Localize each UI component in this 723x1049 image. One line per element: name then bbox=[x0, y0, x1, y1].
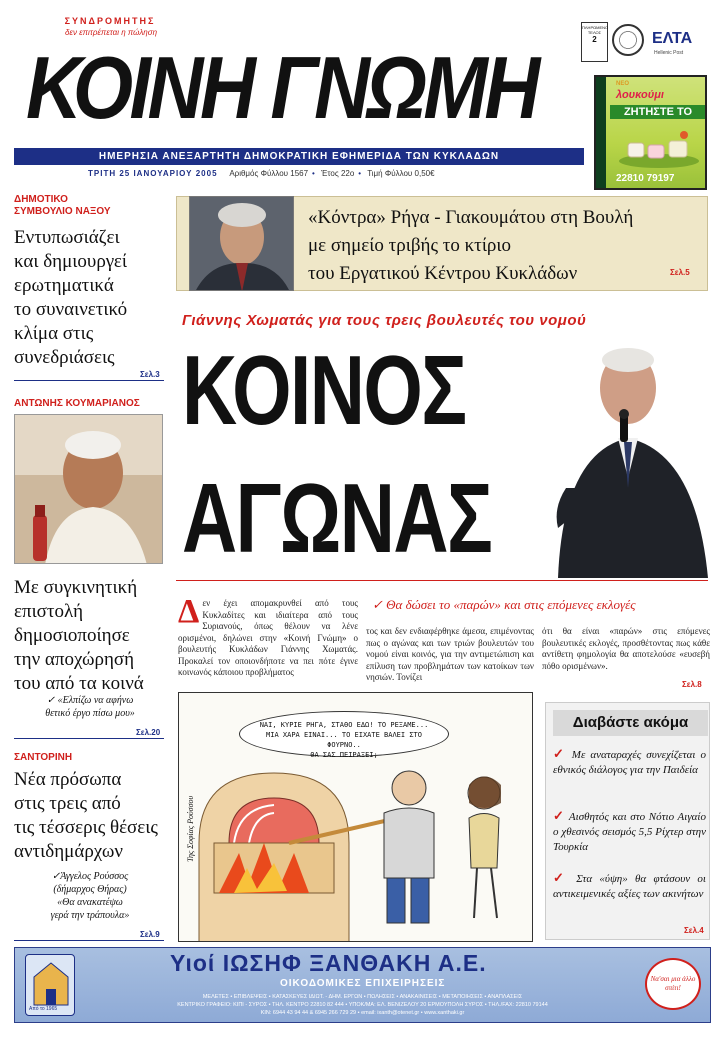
postage-paid-box: ΠΛΗΡΩΜΕΝΟ ΤΕΛΟΣ 2 bbox=[581, 22, 608, 62]
ad-badge: Να'σαι μια άλλο σπίτι! bbox=[645, 958, 701, 1010]
koumarianos-story[interactable] bbox=[14, 576, 164, 696]
loukoumi-ad[interactable] bbox=[594, 75, 707, 190]
story-line: τις τέσσερις θέσεις bbox=[14, 817, 158, 838]
ad-services: ΜΕΛΕΤΕΣ • ΕΠΙΒΛΕΨΕΙΣ • ΚΑΤΑΣΚΕΥΕΣ ΙΔΙΩΤ. - ΔΗΜ. ΕΡΓΩΝ • ΠΩΛΗΣΕΙΣ • ΑΝΑΚΑΙΝΙΣΕΙΣ • ΜΕΤΑΠΟΙΗΣΕΙΣ • ΑΝΑΠΛΑΣΕΙΣ bbox=[202, 994, 523, 1000]
elta-logo: ΕΛΤΑ bbox=[652, 30, 693, 47]
story-line: ερωτηματικά bbox=[14, 275, 114, 296]
quote-line: (δήμαρχος Θήρας) bbox=[53, 884, 127, 895]
section-naxos-head-1: ΔΗΜΟΤΙΚΟ bbox=[14, 194, 68, 205]
bubble-line: ΘΑ ΣΑΣ ΠΕΙΡΑΞΕΙ; bbox=[310, 751, 378, 759]
story-line: Νέα πρόσωπα bbox=[14, 769, 122, 790]
naxos-story[interactable] bbox=[14, 226, 164, 370]
top-story-headline bbox=[308, 204, 708, 288]
page-ref-koumarianos[interactable]: Σελ.20 bbox=[136, 728, 161, 737]
ad-subtitle: ΟΙΚΟΔΟΜΙΚΕΣ ΕΠΙΧΕΙΡΗΣΕΙΣ bbox=[280, 978, 446, 989]
check-icon: ✓ bbox=[553, 808, 569, 823]
readmore-text: Στα «ύψη» θα φτάσουν οι αντικειμενικές αξίες των ακινήτων bbox=[553, 873, 706, 900]
bubble-line: ΝΑΙ, ΚΥΡΙΕ ΡΗΓΑ, ΣΤΑΘΟ ΕΔΩ! ΤΟ ΡΕΞΑΜΕ... bbox=[259, 721, 429, 729]
ad-phone: 22810 79197 bbox=[616, 173, 675, 184]
story-line: δημοσιοποίησε bbox=[14, 625, 130, 646]
body-text: εν έχει απομακρυνθεί από τους Κυκλαδίτες και ιδιαίτερα από τους Συριανούς, όπως θέλουν να λένε ορισμένοι, δηλώνει στην «Κοινή Γνώμη» ο βουλευτής Κυκλάδων Γιάννης Χωματάς. Προκαλεί τον οποιονδήποτε να πει πότε έγινε κοινωνός κάποιου προβλήματος bbox=[178, 598, 358, 677]
xanthakis-ad[interactable] bbox=[14, 947, 711, 1023]
issue-year: Έτος 22ο bbox=[321, 169, 355, 178]
dropcap: Δ bbox=[178, 593, 200, 630]
story-line: κλίμα στις bbox=[14, 323, 94, 344]
speaker-photo bbox=[528, 338, 713, 578]
koumarianos-quote bbox=[20, 694, 160, 720]
top-story-photo bbox=[189, 196, 294, 291]
ad-brand-top: ΝΕΟ bbox=[616, 81, 630, 87]
elta-sublabel: Hellenic Post bbox=[654, 50, 684, 56]
newspaper-logo: ΚΟΙΝΗ ΓΝΩΜΗ bbox=[26, 38, 537, 137]
bubble-line: ΜΙΑ ΧΑΡΑ ΕΙΝΑΙ... ΤΟ ΕΙΧΑΤΕ ΒΑΛΕΙ ΣΤΟ ΦΟΥΡΝΟ.. bbox=[266, 731, 422, 749]
divider bbox=[14, 738, 164, 739]
story-line: Με συγκινητική bbox=[14, 577, 138, 598]
quote-line: ✓Άγγελος Ρούσσος bbox=[51, 871, 129, 882]
story-line: Εντυπωσιάζει bbox=[14, 227, 120, 248]
ad-brand: λουκούμι bbox=[616, 89, 664, 101]
main-subhead: ✓ Θα δώσει το «παρών» και στις επόμενες εκλογές bbox=[372, 597, 636, 612]
readmore-item[interactable] bbox=[553, 808, 706, 855]
ad-cta: ΖΗΤΗΣΤΕ ΤΟ bbox=[610, 105, 706, 119]
page-ref-naxos[interactable]: Σελ.3 bbox=[140, 370, 160, 379]
loukoumi-art-icon bbox=[614, 125, 704, 170]
santorini-quote bbox=[20, 870, 160, 922]
story-line: αντιδημάρχων bbox=[14, 841, 123, 862]
issue-date: ΤΡΙΤΗ 25 ΙΑΝΟΥΑΡΙΟΥ 2005 bbox=[88, 169, 218, 178]
cartoon-drawing-icon bbox=[179, 693, 533, 942]
main-body-col-2: τος και δεν ενδιαφέρθηκε άμεσα, επιμένοντας πως ο αγώνας και των τριών βουλευτών του νομού είναι κοινός, για την αντιμετώπιση και επίλυση των προβλημάτων των κατοίκων των νησιών. Τονίζει bbox=[366, 626, 534, 682]
cartoon-credit: Της Σοφίας Ρούσσου bbox=[186, 795, 195, 862]
readmore-text: Με αναταραχές συνεχίζεται ο εθνικός διάλογος για την Παιδεία bbox=[553, 749, 706, 776]
divider bbox=[176, 580, 708, 581]
quote-line: ✓ «Ελπίζω να αφήνω bbox=[46, 695, 134, 706]
main-kicker: Γιάννης Χωματάς για τους τρεις βουλευτές του νομού bbox=[182, 312, 587, 329]
story-line: την αποχώρησή bbox=[14, 649, 135, 670]
section-santorini-head: ΣΑΝΤΟΡΙΝΗ bbox=[14, 752, 73, 763]
section-koumarianos-head: ΑΝΤΩΝΗΣ ΚΟΥΜΑΡΙΑΝΟΣ bbox=[14, 398, 140, 409]
section-naxos-head-2: ΣΥΜΒΟΥΛΙΟ ΝΑΞΟΥ bbox=[14, 206, 111, 217]
page-ref-top-story[interactable]: Σελ.5 bbox=[670, 268, 690, 277]
quote-line: «Θα ανακατέψω bbox=[57, 897, 123, 908]
ad-address: ΚΕΝΤΡΙΚΟ ΓΡΑΦΕΙΟ: ΚΙΠΙ - ΣΥΡΟΣ • ΤΗΛ. ΚΕΝΤΡΟ 22810 82 444 • ΥΠΟΚ/ΜΑ: ΕΛ. ΒΕΝΙΖΕΛΟΥ 20 ΕΡΜΟΥΠΟΛΗ ΣΥΡΟΣ • ΤΗΛ./FAX: 22810 79144 bbox=[177, 1002, 548, 1008]
story-line: του από τα κοινά bbox=[14, 673, 144, 694]
main-headline-2: ΑΓΩΝΑΣ bbox=[182, 463, 492, 573]
main-body-col-3: ότι θα είναι «παρών» στις επόμενες βουλευτικές εκλογές, προσθέτοντας πως κάθε αντίθετη φημολογία θα αποτελούσε «ευσεβή πόθο ορισμένων». bbox=[542, 626, 710, 671]
story-line: επιστολή bbox=[14, 601, 84, 622]
readmore-text: Αισθητός και στο Νότιο Αιγαίο ο χθεσινός σεισμός 5,5 Ρίχτερ στην Τουρκία bbox=[553, 811, 706, 853]
divider bbox=[14, 380, 164, 381]
subscriber-note: δεν επιτρέπεται η πώληση bbox=[64, 28, 158, 37]
koumarianos-photo bbox=[14, 414, 163, 564]
tagline: ΗΜΕΡΗΣΙΑ ΑΝΕΞΑΡΤΗΤΗ ΔΗΜΟΚΡΑΤΙΚΗ ΕΦΗΜΕΡΙΔΑ ΤΩΝ ΚΥΚΛΑΔΩΝ bbox=[14, 148, 584, 165]
story-line: συνεδριάσεις bbox=[14, 347, 115, 368]
subscriber-label: ΣΥΝΔΡΟΜΗΤΗΣ bbox=[64, 16, 156, 26]
cartoon bbox=[178, 692, 533, 942]
quote-line: θετικό έργο πίσω μου» bbox=[45, 708, 135, 719]
check-icon: ✓ bbox=[553, 746, 572, 761]
page-ref-santorini[interactable]: Σελ.9 bbox=[140, 930, 160, 939]
readmore-item[interactable] bbox=[553, 746, 706, 778]
story-line: και δημιουργεί bbox=[14, 251, 127, 272]
issue-number: Αριθμός Φύλλου 1567 bbox=[229, 169, 309, 178]
santorini-story[interactable] bbox=[14, 768, 164, 864]
headline-line: του Εργατικού Κέντρου Κυκλάδων bbox=[308, 263, 578, 284]
story-line: το συναινετικό bbox=[14, 299, 128, 320]
main-headline-1: ΚΟΙΝΟΣ bbox=[182, 335, 466, 445]
issue-price: Τιμή Φύλλου 0,50€ bbox=[367, 169, 435, 178]
readmore-item[interactable] bbox=[553, 870, 706, 902]
since-label: Από το 1965 bbox=[29, 1006, 58, 1012]
check-icon: ✓ bbox=[553, 870, 577, 885]
main-body-col-1 bbox=[178, 593, 358, 679]
headline-line: με σημείο τριβής το κτίριο bbox=[308, 235, 512, 256]
postage-number: 2 bbox=[592, 35, 597, 44]
quote-line: γερά την τράπουλα» bbox=[50, 910, 130, 921]
story-line: στις τρεις από bbox=[14, 793, 121, 814]
divider bbox=[14, 940, 164, 941]
headline-line: «Κόντρα» Ρήγα - Γιακουμάτου στη Βουλή bbox=[308, 207, 634, 228]
page-ref-main[interactable]: Σελ.8 bbox=[682, 680, 702, 689]
ad-contact: ΚΙΝ: 6944 43 94 44 & 6945 266 729 29 • email: ixanth@otenet.gr • www.xanthaki.gr bbox=[260, 1010, 465, 1016]
dateline: ΤΡΙΤΗ 25 ΙΑΝΟΥΑΡΙΟΥ 2005 Αριθμός Φύλλου 1567 • Έτος 22ο • Τιμή Φύλλου 0,50€ bbox=[88, 169, 435, 178]
readmore-title: Διαβάστε ακόμα bbox=[553, 710, 708, 736]
ad-title: Υιοί ΙΩΣΗΦ ΞΑΝΘΑΚΗ Α.Ε. bbox=[170, 950, 487, 976]
page-ref-readmore[interactable]: Σελ.4 bbox=[684, 926, 704, 935]
seal-icon bbox=[612, 24, 644, 56]
